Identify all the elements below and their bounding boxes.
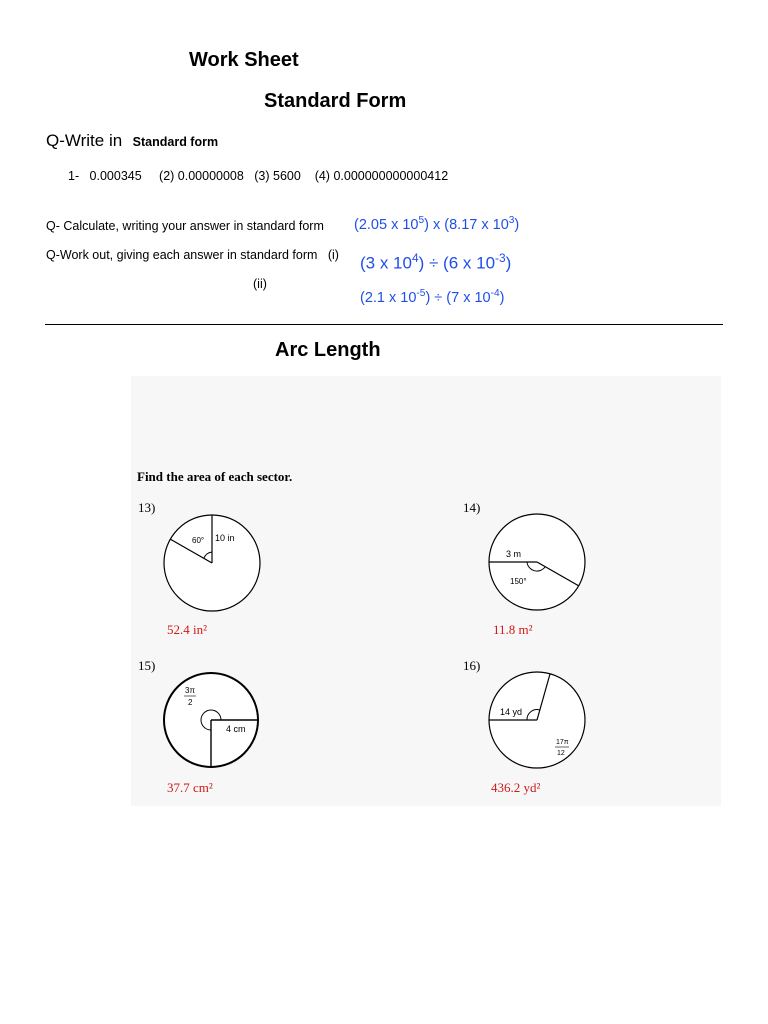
question-work-out: Q-Work out, giving each answer in standard form (i)	[46, 248, 339, 262]
question-items: 1- 0.000345 (2) 0.00000008 (3) 5600 (4) 0.000000000000412	[68, 169, 449, 183]
problem-16-angle-denominator: 12	[557, 750, 565, 757]
problem-14-answer: 11.8 m²	[493, 622, 533, 637]
problem-14-number: 14)	[463, 500, 481, 515]
problem-13-angle-label: 60°	[192, 536, 205, 545]
problem-13-radius-label: 10 in	[215, 533, 235, 543]
question-prefix: Q-Write in	[46, 131, 123, 150]
problem-16-answer: 436.2 yd²	[491, 780, 541, 795]
expression-calculate: (2.05 x $10^5$) x (8.17 x $10^3$)	[354, 215, 520, 233]
problem-13-number: 13)	[138, 500, 156, 515]
worksheet-title: Work Sheet	[189, 49, 299, 71]
problem-16-angle-numerator: 17π	[556, 739, 569, 746]
section-title-arc-length: Arc Length	[275, 339, 381, 361]
problem-15-diagram	[163, 669, 267, 773]
question-write-in	[46, 131, 218, 151]
section-title-standard-form: Standard Form	[264, 90, 407, 112]
problem-16-number: 16)	[463, 658, 481, 673]
problem-14-radius-label: 3 m	[506, 549, 522, 559]
problem-16-radius-label: 14 yd	[500, 707, 523, 717]
question-part-ii-label: (ii)	[253, 277, 267, 291]
problem-14-diagram	[484, 512, 594, 612]
question-bold-term: Standard form	[132, 135, 219, 149]
problem-14-angle-label: 150°	[510, 577, 527, 586]
problem-15-radius-label: 4 cm	[226, 724, 246, 734]
problem-15-angle-numerator: 3π	[185, 686, 195, 695]
problem-16-diagram	[484, 668, 594, 772]
expression-part-i: (3 x $10^4) \div (6$ x $10^{-3}$)	[360, 251, 512, 273]
problem-15-number: 15)	[138, 658, 156, 673]
instruction-text: Find the area of each sector.	[137, 469, 293, 484]
sector-problems-panel	[131, 376, 721, 806]
section-divider	[45, 324, 723, 325]
problem-13-diagram	[159, 514, 269, 614]
problem-15-angle-denominator: 2	[188, 698, 193, 707]
expression-part-ii: (2.1 x $10^{-5}) \div (7$ x $10^{-4}$)	[360, 288, 505, 306]
problem-15-answer: 37.7 cm²	[167, 780, 213, 795]
problem-13-answer: 52.4 in²	[167, 622, 208, 637]
question-calculate: Q- Calculate, writing your answer in standard form	[46, 219, 324, 233]
